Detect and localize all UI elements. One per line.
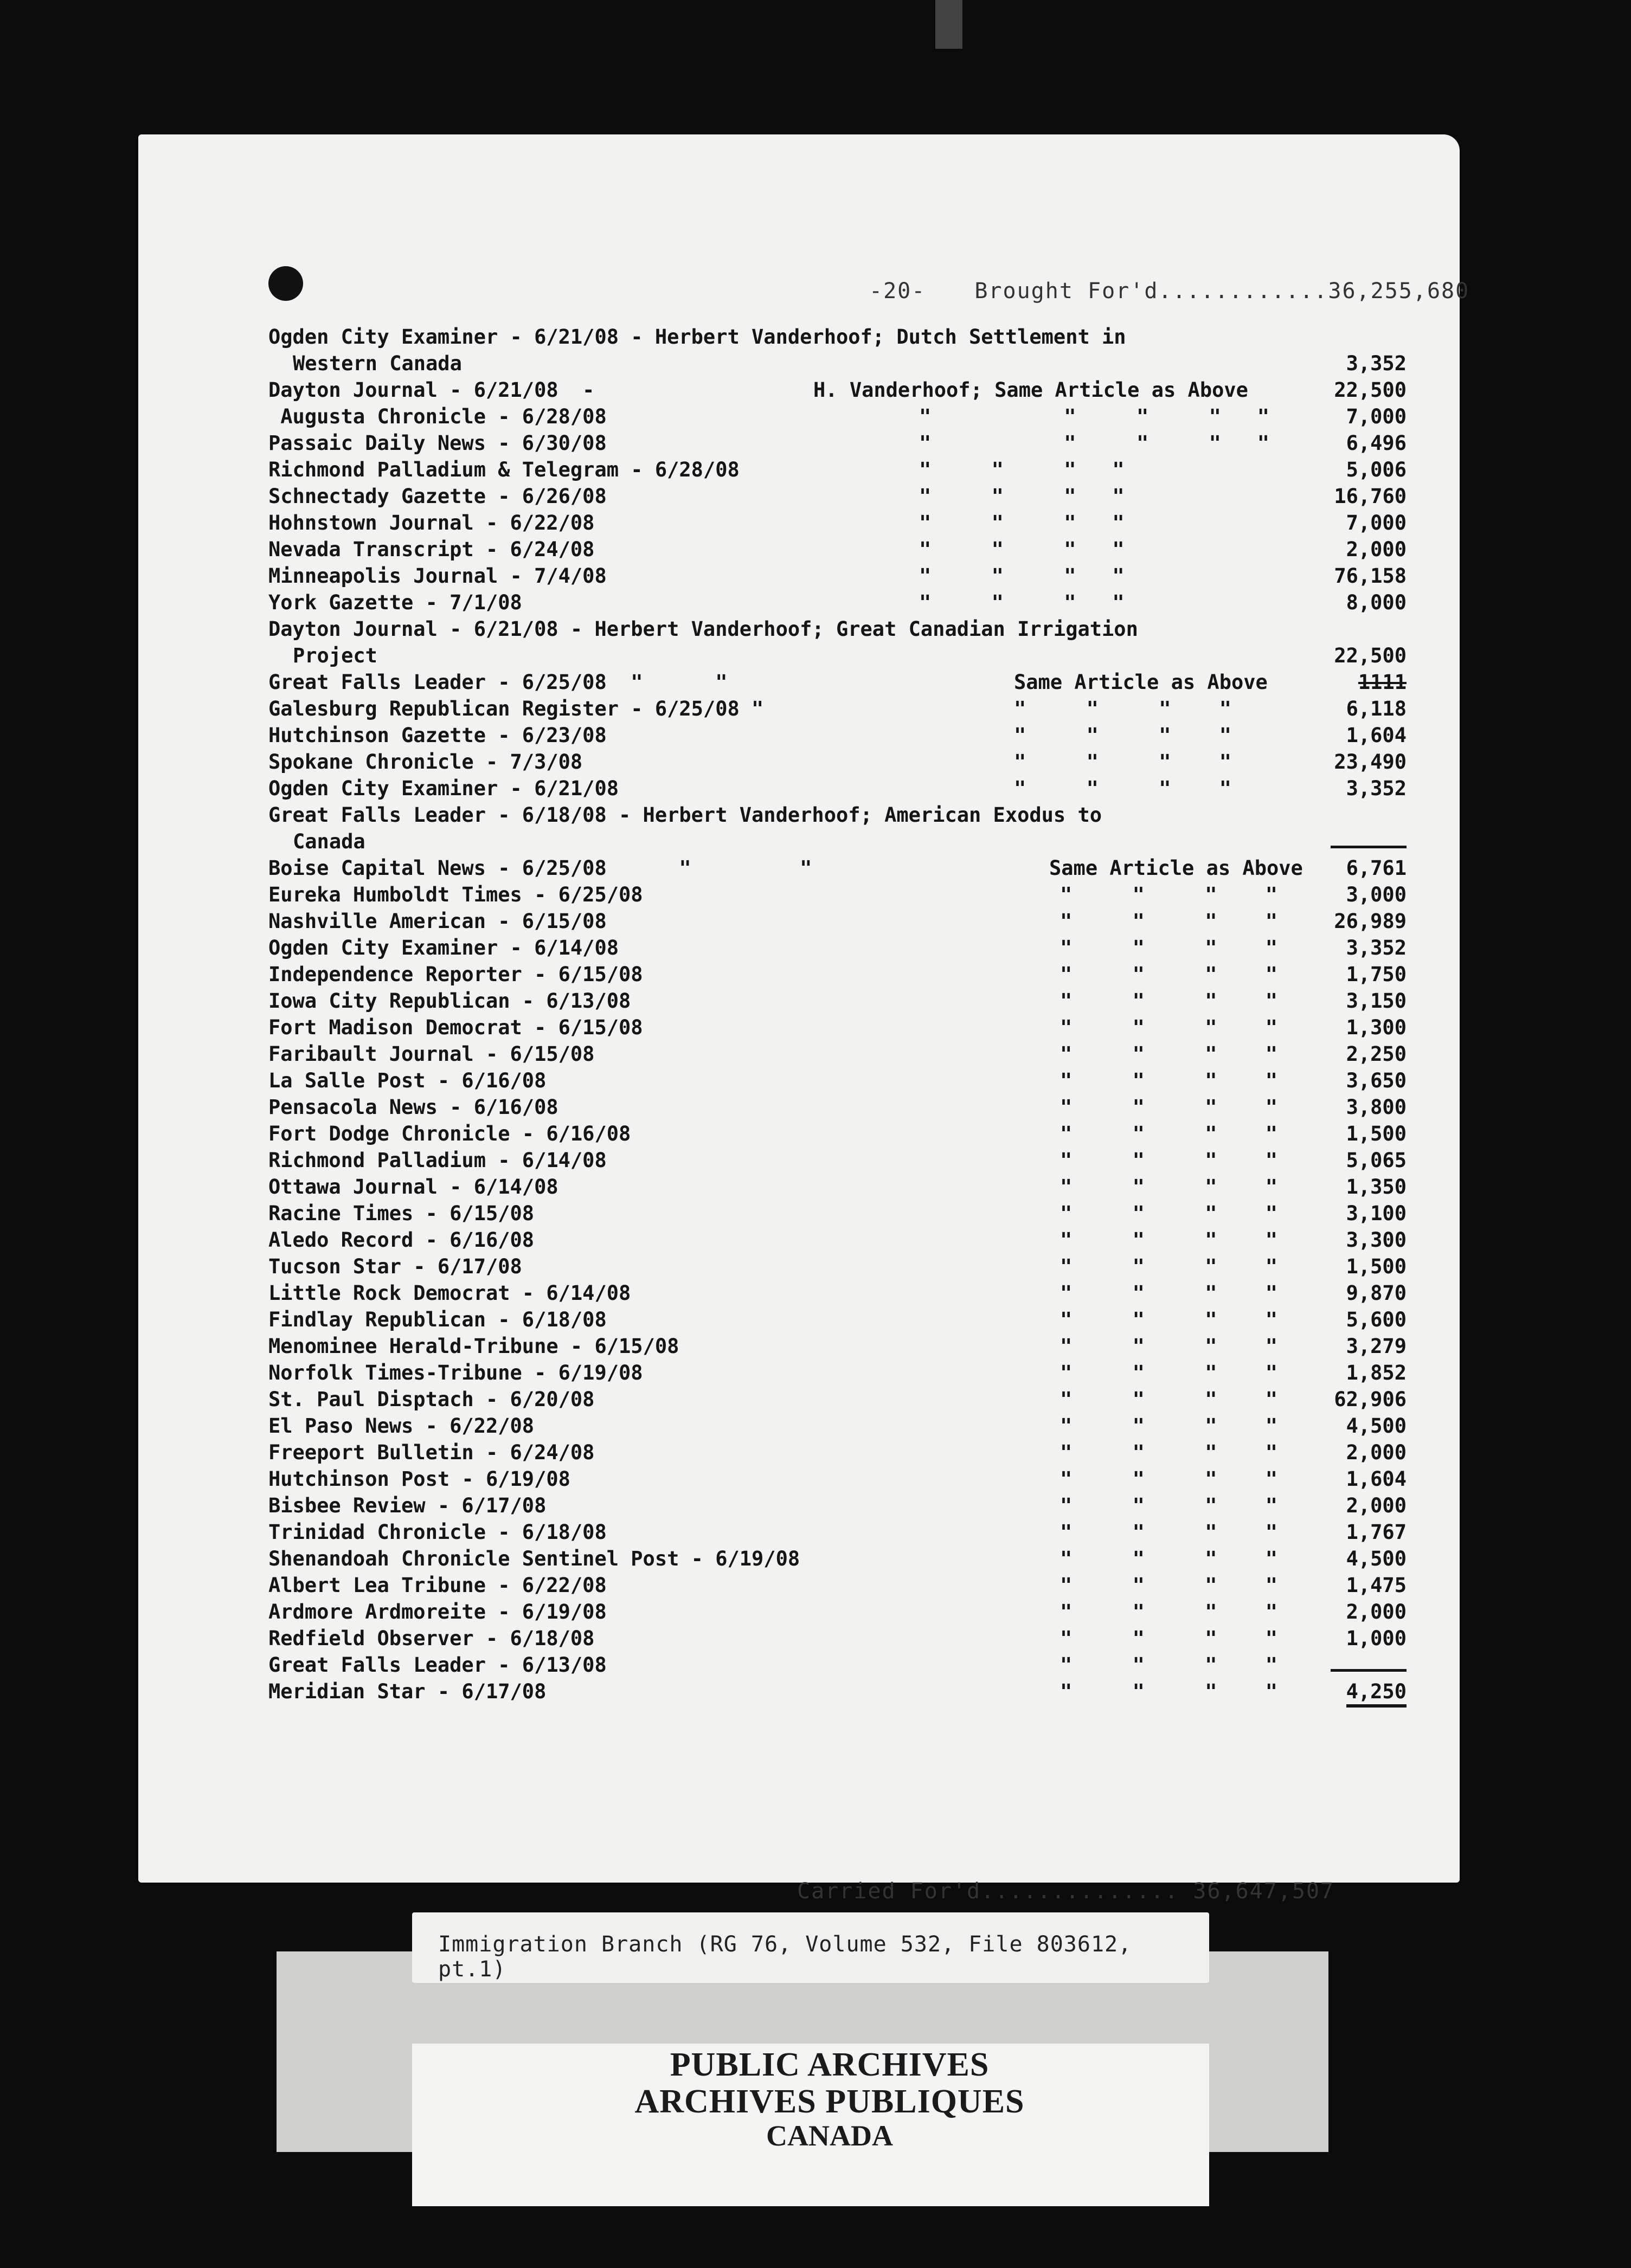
entry-title: Hutchinson Post - 6/19/08 — [268, 1467, 570, 1491]
entry-note: H. Vanderhoof; Same Article as Above — [813, 378, 1248, 402]
entry-note: " " " " — [1014, 697, 1231, 720]
entry-title: Hohnstown Journal - 6/22/08 — [268, 511, 595, 534]
entry-title: Great Falls Leader - 6/13/08 — [268, 1653, 607, 1677]
entry-note: " " " " — [1060, 1308, 1277, 1331]
entry-amount: 4,250 — [1346, 1680, 1407, 1708]
entry-title: Tucson Star - 6/17/08 — [268, 1255, 522, 1278]
entry-title: Meridian Star - 6/17/08 — [268, 1680, 547, 1703]
entry-title: Ogden City Examiner - 6/14/08 — [268, 936, 619, 959]
entry-note: " " " " — [1060, 883, 1277, 906]
list-item — [138, 1149, 1460, 1175]
entry-note: " " " " — [1014, 724, 1231, 747]
entry-note: " " " " — [1060, 1335, 1277, 1358]
entry-note: " " " " — [919, 591, 1125, 614]
entry-title: Dayton Journal - 6/21/08 - — [268, 378, 595, 402]
list-item — [138, 1680, 1460, 1706]
entry-amount: 2,000 — [1346, 1494, 1407, 1517]
entry-amount: 5,600 — [1346, 1308, 1407, 1331]
entry-title: Boise Capital News - 6/25/08 " " — [268, 856, 812, 880]
entry-title: Dayton Journal - 6/21/08 - Herbert Vanderhoof; Great Canadian Irrigation — [268, 617, 1138, 641]
entry-title: Great Falls Leader - 6/18/08 - Herbert Vanderhoof; American Exodus to — [268, 803, 1102, 827]
archives-stamp — [624, 2046, 1036, 2153]
entry-title: Eureka Humboldt Times - 6/25/08 — [268, 883, 643, 906]
entry-note: " " " " — [1060, 1653, 1277, 1677]
entry-title: El Paso News - 6/22/08 — [268, 1414, 535, 1438]
list-item — [138, 1016, 1460, 1042]
entry-note: " " " " — [919, 511, 1125, 534]
entry-amount: 5,065 — [1346, 1149, 1407, 1172]
entry-amount: 26,989 — [1334, 910, 1407, 933]
list-item — [138, 1122, 1460, 1149]
list-item — [138, 617, 1460, 671]
list-item — [138, 1228, 1460, 1255]
list-item — [138, 856, 1460, 883]
amount-rule — [1331, 1669, 1407, 1672]
entry-amount: 1,750 — [1346, 963, 1407, 986]
entry-amount: 4,500 — [1346, 1414, 1407, 1438]
list-item — [138, 1281, 1460, 1308]
entry-title: Bisbee Review - 6/17/08 — [268, 1494, 547, 1517]
list-item — [138, 1096, 1460, 1122]
entry-title: Findlay Republican - 6/18/08 — [268, 1308, 607, 1331]
entry-note: " " " " — [1060, 1228, 1277, 1252]
list-item — [138, 671, 1460, 697]
entry-amount: 1,500 — [1346, 1255, 1407, 1278]
list-item — [138, 1202, 1460, 1228]
entry-amount: 7,000 — [1346, 405, 1407, 428]
entry-title: Faribault Journal - 6/15/08 — [268, 1042, 595, 1066]
list-item — [138, 1494, 1460, 1520]
entry-amount: 1,604 — [1346, 724, 1407, 747]
entry-title: Passaic Daily News - 6/30/08 — [268, 431, 607, 455]
entry-note: " " " " — [1014, 750, 1231, 774]
list-item — [138, 1574, 1460, 1600]
list-item — [138, 458, 1460, 485]
entry-note: " " " " — [919, 458, 1125, 481]
entry-amount: 1,852 — [1346, 1361, 1407, 1384]
entry-amount: 3,300 — [1346, 1228, 1407, 1252]
entry-amount: 5,006 — [1346, 458, 1407, 481]
list-item — [138, 1627, 1460, 1653]
entry-note: " " " " — [1060, 1494, 1277, 1517]
entry-amount: 9,870 — [1346, 1281, 1407, 1305]
list-item — [138, 1520, 1460, 1547]
entry-note: " " " " — [1014, 777, 1231, 800]
entry-title: York Gazette - 7/1/08 — [268, 591, 522, 614]
list-item — [138, 564, 1460, 591]
entry-note: " " " " — [1060, 989, 1277, 1013]
entry-title: Minneapolis Journal - 7/4/08 — [268, 564, 607, 588]
entry-title: St. Paul Disptach - 6/20/08 — [268, 1388, 595, 1411]
entry-amount: 1,475 — [1346, 1574, 1407, 1597]
entry-amount: 1,000 — [1346, 1627, 1407, 1650]
list-item — [138, 538, 1460, 564]
carried-forward: Carried For'd.............. 36,647,507 — [797, 1879, 1335, 1904]
list-item — [138, 1042, 1460, 1069]
entry-amount: 2,250 — [1346, 1042, 1407, 1066]
entry-title: Redfield Observer - 6/18/08 — [268, 1627, 595, 1650]
stamp-line-1: PUBLIC ARCHIVES — [670, 2046, 990, 2083]
entry-amount: 6,496 — [1346, 431, 1407, 455]
list-item — [138, 989, 1460, 1016]
document-page — [138, 134, 1470, 1904]
list-item — [138, 1547, 1460, 1574]
entry-title: Freeport Bulletin - 6/24/08 — [268, 1441, 595, 1464]
list-item — [138, 1069, 1460, 1096]
list-item — [138, 1361, 1460, 1388]
entry-title: Ogden City Examiner - 6/21/08 - Herbert Vanderhoof; Dutch Settlement in — [268, 325, 1126, 349]
entry-note: " " " " — [1060, 1016, 1277, 1039]
entry-note: " " " " " — [919, 431, 1270, 455]
entry-note: Same Article as Above — [1049, 856, 1303, 880]
entry-amount: 1,604 — [1346, 1467, 1407, 1491]
entry-amount: 2,000 — [1346, 1600, 1407, 1623]
list-item — [138, 1308, 1460, 1335]
list-item — [138, 910, 1460, 936]
entry-note: " " " " — [1060, 1388, 1277, 1411]
list-item — [138, 591, 1460, 617]
list-item — [138, 431, 1460, 458]
entry-note: Same Article as Above — [1014, 671, 1268, 694]
entry-amount: 7,000 — [1346, 511, 1407, 534]
entry-note: " " " " — [1060, 1547, 1277, 1570]
entry-note: " " " " — [1060, 1202, 1277, 1225]
list-item — [138, 803, 1460, 856]
entry-note: " " " " — [1060, 1627, 1277, 1650]
entry-note: " " " " — [919, 485, 1125, 508]
entry-title: Great Falls Leader - 6/25/08 " " — [268, 671, 728, 694]
list-item — [138, 1175, 1460, 1202]
entry-amount: 1,500 — [1346, 1122, 1407, 1145]
entry-note: " " " " — [1060, 1467, 1277, 1491]
entry-amount: 4,500 — [1346, 1547, 1407, 1570]
list-item — [138, 511, 1460, 538]
entry-amount: 3,352 — [1346, 352, 1407, 375]
list-item — [138, 883, 1460, 910]
entry-title: Iowa City Republican - 6/13/08 — [268, 989, 631, 1013]
entry-amount: 3,800 — [1346, 1096, 1407, 1119]
list-item — [138, 1653, 1460, 1680]
list-item — [138, 1467, 1460, 1494]
entry-amount: 16,760 — [1334, 485, 1407, 508]
entry-title: Augusta Chronicle - 6/28/08 — [268, 405, 607, 428]
list-item — [138, 777, 1460, 803]
entry-title: Independence Reporter - 6/15/08 — [268, 963, 643, 986]
entry-note: " " " " — [1060, 1281, 1277, 1305]
list-item — [138, 1414, 1460, 1441]
list-item — [138, 1335, 1460, 1361]
entry-title-continued: Western Canada — [293, 352, 462, 375]
list-item — [138, 724, 1460, 750]
list-item — [138, 963, 1460, 989]
entry-amount: 2,000 — [1346, 1441, 1407, 1464]
archive-label — [412, 1912, 1209, 1983]
entry-note: " " " " — [1060, 910, 1277, 933]
entry-note: " " " " — [1060, 1680, 1277, 1703]
entry-title: Aledo Record - 6/16/08 — [268, 1228, 535, 1252]
entry-title: Richmond Palladium - 6/14/08 — [268, 1149, 607, 1172]
entry-amount — [1331, 1653, 1407, 1677]
entry-amount: 3,000 — [1346, 883, 1407, 906]
stamp-line-2: ARCHIVES PUBLIQUES — [634, 2083, 1025, 2121]
entry-note: " " " " — [1060, 1042, 1277, 1066]
entry-amount — [1331, 830, 1407, 853]
list-item — [138, 405, 1460, 431]
entry-amount: 6,118 — [1346, 697, 1407, 720]
list-item — [138, 1255, 1460, 1281]
list-item — [138, 1441, 1460, 1467]
entry-amount: 3,650 — [1346, 1069, 1407, 1092]
entry-title: Little Rock Democrat - 6/14/08 — [268, 1281, 631, 1305]
entry-note: " " " " — [1060, 1441, 1277, 1464]
entry-title: Norfolk Times-Tribune - 6/19/08 — [268, 1361, 643, 1384]
entry-amount: 2,000 — [1346, 538, 1407, 561]
entry-title: Nevada Transcript - 6/24/08 — [268, 538, 595, 561]
entry-amount: 22,500 — [1334, 644, 1407, 667]
entry-title: Shenandoah Chronicle Sentinel Post - 6/19/08 — [268, 1547, 800, 1570]
entry-amount: 23,490 — [1334, 750, 1407, 774]
entry-note: " " " " " — [919, 405, 1270, 428]
entry-note: " " " " — [1060, 936, 1277, 959]
page-number: -20- — [869, 279, 926, 304]
entry-title: Schnectady Gazette - 6/26/08 — [268, 485, 607, 508]
entry-note: " " " " — [1060, 1255, 1277, 1278]
entry-title: Nashville American - 6/15/08 — [268, 910, 607, 933]
entry-note: " " " " — [1060, 1149, 1277, 1172]
list-item — [138, 1388, 1460, 1414]
entry-note: " " " " — [1060, 1520, 1277, 1544]
entry-title: Ottawa Journal - 6/14/08 — [268, 1175, 558, 1199]
list-item — [138, 936, 1460, 963]
stamp-line-3: CANADA — [766, 2119, 893, 2153]
entry-note: " " " " — [919, 538, 1125, 561]
entry-amount: 22,500 — [1334, 378, 1407, 402]
entry-title: Racine Times - 6/15/08 — [268, 1202, 535, 1225]
list-item — [138, 750, 1460, 777]
entry-amount: 1,300 — [1346, 1016, 1407, 1039]
list-item — [138, 485, 1460, 511]
entry-note: " " " " — [1060, 1069, 1277, 1092]
entry-note: " " " " — [1060, 1122, 1277, 1145]
entry-title: Trinidad Chronicle - 6/18/08 — [268, 1520, 607, 1544]
list-item — [138, 1600, 1460, 1627]
entry-amount: 3,352 — [1346, 936, 1407, 959]
list-item — [138, 325, 1460, 378]
punch-hole — [268, 266, 303, 301]
entry-amount: 3,352 — [1346, 777, 1407, 800]
amount-rule — [1331, 846, 1407, 848]
entry-title: Fort Madison Democrat - 6/15/08 — [268, 1016, 643, 1039]
entry-note: " " " " — [1060, 1175, 1277, 1199]
entry-note: " " " " — [1060, 963, 1277, 986]
entry-amount: 6,761 — [1346, 856, 1407, 880]
entry-title: Richmond Palladium & Telegram - 6/28/08 — [268, 458, 740, 481]
entry-title: Pensacola News - 6/16/08 — [268, 1096, 558, 1119]
entry-amount: 8,000 — [1346, 591, 1407, 614]
entry-title: La Salle Post - 6/16/08 — [268, 1069, 547, 1092]
page-header — [869, 279, 1469, 304]
entry-amount: 62,906 — [1334, 1388, 1407, 1411]
entry-title: Galesburg Republican Register - 6/25/08 " — [268, 697, 764, 720]
entry-title: Fort Dodge Chronicle - 6/16/08 — [268, 1122, 631, 1145]
entry-title: Menominee Herald-Tribune - 6/15/08 — [268, 1335, 679, 1358]
entry-amount: 3,100 — [1346, 1202, 1407, 1225]
entry-title-continued: Canada — [293, 830, 365, 853]
paper-clip — [935, 0, 962, 49]
entry-amount: 1,767 — [1346, 1520, 1407, 1544]
archive-label-text: Immigration Branch (RG 76, Volume 532, File 803612, pt.1) — [438, 1932, 1132, 1982]
entry-note: " " " " — [919, 564, 1125, 588]
entry-title: Ardmore Ardmoreite - 6/19/08 — [268, 1600, 607, 1623]
entry-note: " " " " — [1060, 1361, 1277, 1384]
entry-amount: 3,150 — [1346, 989, 1407, 1013]
entries-list — [138, 325, 1460, 1706]
entry-title: Hutchinson Gazette - 6/23/08 — [268, 724, 607, 747]
entry-note: " " " " — [1060, 1414, 1277, 1438]
list-item — [138, 697, 1460, 724]
entry-amount: 1111 — [1358, 671, 1407, 694]
entry-amount: 1,350 — [1346, 1175, 1407, 1199]
entry-amount: 76,158 — [1334, 564, 1407, 588]
entry-amount: 3,279 — [1346, 1335, 1407, 1358]
entry-note: " " " " — [1060, 1574, 1277, 1597]
entry-title: Albert Lea Tribune - 6/22/08 — [268, 1574, 607, 1597]
entry-note: " " " " — [1060, 1600, 1277, 1623]
entry-title-continued: Project — [293, 644, 377, 667]
entry-title: Ogden City Examiner - 6/21/08 — [268, 777, 619, 800]
brought-forward: Brought For'd............36,255,680 — [974, 279, 1470, 304]
entry-note: " " " " — [1060, 1096, 1277, 1119]
entry-title: Spokane Chronicle - 7/3/08 — [268, 750, 583, 774]
list-item — [138, 378, 1460, 405]
